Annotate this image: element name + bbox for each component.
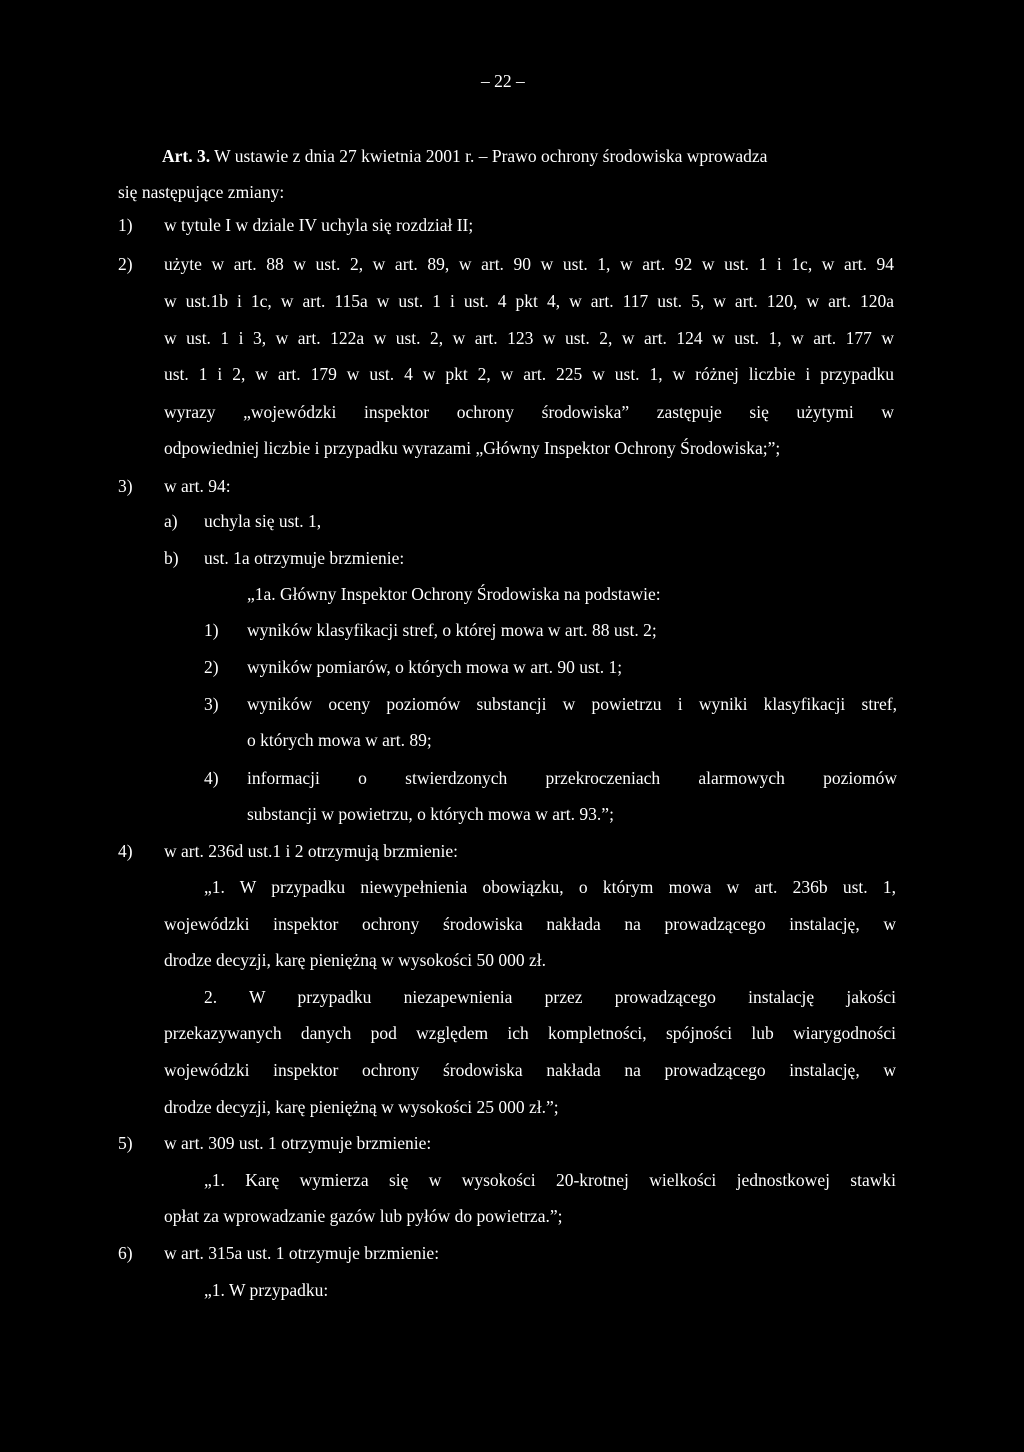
item-line: w ust. 1 i 3, w art. 122a w ust. 2, w art. 123 w ust. 2, w art. 124 w ust. 1, w art. 177 w xyxy=(164,328,894,348)
item-number: 6) xyxy=(118,1243,133,1263)
item-line: odpowiedniej liczbie i przypadku wyrazami „Główny Inspektor Ochrony Środowiska;”; xyxy=(164,438,781,458)
sub-item-letter: a) xyxy=(164,511,178,531)
item-number: 3) xyxy=(118,476,133,496)
quote-line: wojewódzki inspektor ochrony środowiska nakłada na prowadzącego instalację, w xyxy=(164,1060,896,1080)
sub-item-text: uchyla się ust. 1, xyxy=(204,511,322,531)
sub-item-letter: b) xyxy=(164,548,179,568)
item-line: w tytule I w dziale IV uchyla się rozdział II; xyxy=(164,215,474,235)
quote-point-number: 4) xyxy=(204,768,219,788)
item-line: w art. 94: xyxy=(164,476,231,496)
item-number: 5) xyxy=(118,1133,133,1153)
page-number: – 22 – xyxy=(481,71,525,91)
quote-point-line: wyników pomiarów, o których mowa w art. 90 ust. 1; xyxy=(247,657,623,677)
item-line: użyte w art. 88 w ust. 2, w art. 89, w art. 90 w ust. 1, w art. 92 w ust. 1 i 1c, w art. 94 xyxy=(164,254,894,274)
quote-line: „1. Karę wymierza się w wysokości 20-krotnej wielkości jednostkowej stawki xyxy=(204,1170,896,1190)
sub-item-text: ust. 1a otrzymuje brzmienie: xyxy=(204,548,405,568)
quote-intro: „1a. Główny Inspektor Ochrony Środowiska na podstawie: xyxy=(247,584,661,604)
quote-line: drodze decyzji, karę pieniężną w wysokości 50 000 zł. xyxy=(164,950,546,970)
quote-line: wojewódzki inspektor ochrony środowiska nakłada na prowadzącego instalację, w xyxy=(164,914,896,934)
quote-line: „1. W przypadku: xyxy=(204,1280,329,1300)
quote-point-line: informacji o stwierdzonych przekroczeniach alarmowych poziomów xyxy=(247,768,897,788)
quote-point-line: substancji w powietrzu, o których mowa w art. 93.”; xyxy=(247,804,614,824)
quote-line: przekazywanych danych pod względem ich kompletności, spójności lub wiarygodności xyxy=(164,1023,896,1043)
item-line: wyrazy „wojewódzki inspektor ochrony środowiska” zastępuje się użytymi w xyxy=(164,402,894,422)
quote-point-line: o których mowa w art. 89; xyxy=(247,730,432,750)
art-heading: Art. 3. xyxy=(162,146,211,166)
quote-line: drodze decyzji, karę pieniężną w wysokości 25 000 zł.”; xyxy=(164,1097,559,1117)
art-intro-line-1 xyxy=(162,148,896,166)
item-number: 4) xyxy=(118,841,133,861)
item-number: 2) xyxy=(118,254,133,274)
art-intro-text: W ustawie z dnia 27 kwietnia 2001 r. – Prawo ochrony środowiska wprowadza xyxy=(214,146,768,166)
item-line: w art. 309 ust. 1 otrzymuje brzmienie: xyxy=(164,1133,432,1153)
quote-point-line: wyników klasyfikacji stref, o której mowa w art. 88 ust. 2; xyxy=(247,620,657,640)
quote-point-number: 1) xyxy=(204,620,219,640)
item-line: w art. 315a ust. 1 otrzymuje brzmienie: xyxy=(164,1243,440,1263)
item-line: w art. 236d ust.1 i 2 otrzymują brzmienie: xyxy=(164,841,459,861)
quote-line: 2. W przypadku niezapewnienia przez prowadzącego instalację jakości xyxy=(204,987,896,1007)
item-number: 1) xyxy=(118,215,133,235)
quote-line: „1. W przypadku niewypełnienia obowiązku, o którym mowa w art. 236b ust. 1, xyxy=(204,877,896,897)
quote-point-line: wyników oceny poziomów substancji w powietrzu i wyniki klasyfikacji stref, xyxy=(247,694,897,714)
art-intro-line-2: się następujące zmiany: xyxy=(118,182,285,202)
item-line: ust. 1 i 2, w art. 179 w ust. 4 w pkt 2, w art. 225 w ust. 1, w różnej liczbie i przypadku xyxy=(164,364,894,384)
quote-line: opłat za wprowadzanie gazów lub pyłów do powietrza.”; xyxy=(164,1206,563,1226)
quote-point-number: 2) xyxy=(204,657,219,677)
item-line: w ust.1b i 1c, w art. 115a w ust. 1 i ust. 4 pkt 4, w art. 117 ust. 5, w art. 120, w art. 120a xyxy=(164,291,894,311)
quote-point-number: 3) xyxy=(204,694,219,714)
